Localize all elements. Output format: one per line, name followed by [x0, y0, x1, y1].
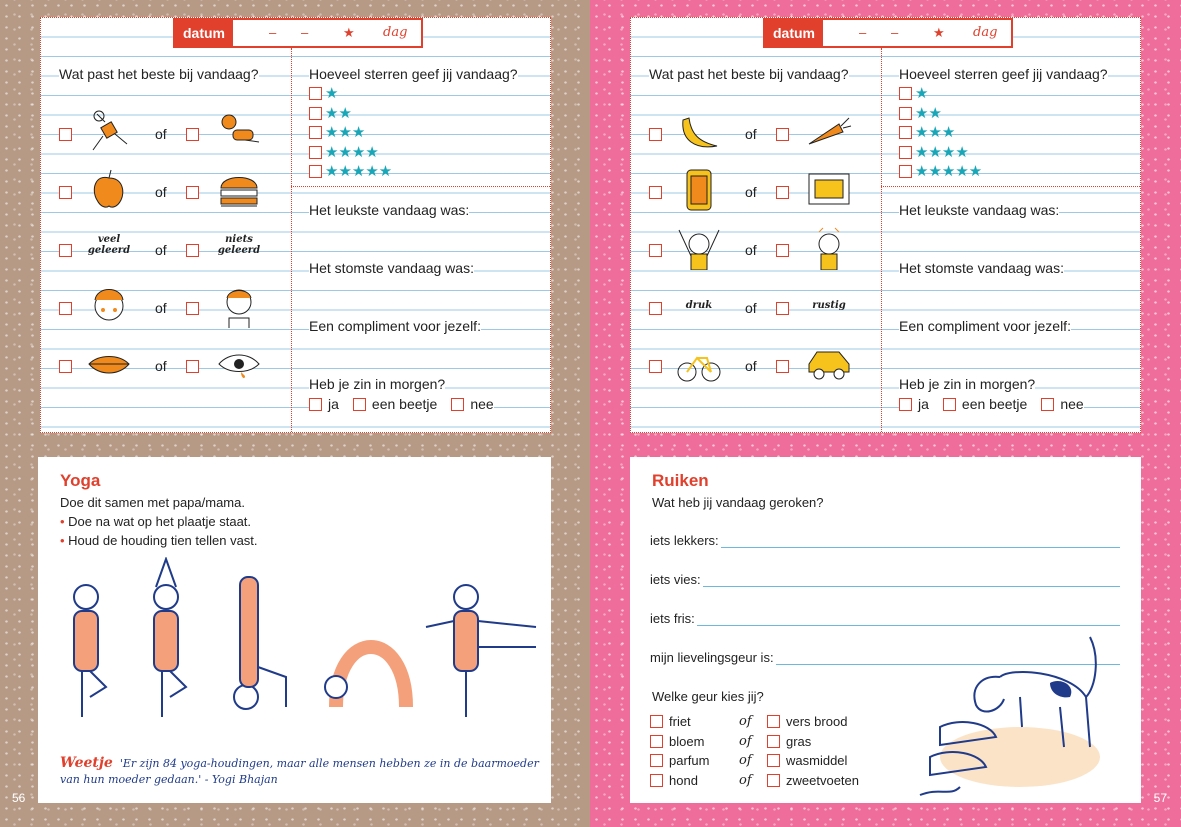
question-dumb: Het stomste vandaag was:: [309, 260, 474, 276]
star-option[interactable]: [309, 143, 392, 163]
calm-face-icon: [215, 284, 263, 328]
checkbox[interactable]: [186, 186, 199, 199]
yoga-bullet-2: • Houd de houding tien tellen vast.: [60, 533, 258, 548]
checkbox-bit[interactable]: [943, 398, 956, 411]
checkbox[interactable]: [186, 128, 199, 141]
question-dumb: Het stomste vandaag was:: [899, 260, 1064, 276]
field-nasty[interactable]: iets vies:: [650, 572, 1120, 587]
phone-icon: [675, 168, 723, 212]
choice-row: [59, 168, 279, 212]
star-option[interactable]: [899, 143, 982, 163]
cartwheel-kid-icon: [85, 110, 133, 154]
diary-panel: [40, 17, 551, 433]
carrot-icon: [805, 110, 853, 154]
question-stars: Hoeveel sterren geef jij vandaag?: [899, 66, 1108, 82]
or-label: of: [745, 300, 757, 316]
checkbox[interactable]: [59, 360, 72, 373]
or-label: of: [155, 184, 167, 200]
or-label: of: [745, 184, 757, 200]
apple-icon: [85, 168, 133, 212]
question-smell: Welke geur kies jij?: [652, 689, 764, 704]
text-choice-b: niets geleerd: [217, 234, 261, 256]
checkbox-yes[interactable]: [899, 398, 912, 411]
date-star-icon: ★: [933, 25, 945, 40]
text-choice-a: veel geleerd: [87, 234, 131, 256]
ruiken-card: [630, 457, 1141, 803]
date-star-icon: ★: [343, 25, 355, 40]
page-56: [0, 0, 590, 827]
choice-row: [649, 226, 869, 270]
star-icon: ★★★★★: [915, 163, 983, 181]
column-divider: [291, 48, 292, 432]
choice-row: [59, 110, 279, 154]
checkbox[interactable]: [59, 302, 72, 315]
checkbox[interactable]: [899, 87, 912, 100]
checkbox[interactable]: [309, 126, 322, 139]
question-compliment: Een compliment voor jezelf:: [899, 318, 1071, 334]
checkbox[interactable]: [899, 165, 912, 178]
date-label: datum: [765, 20, 823, 46]
option-no: nee: [1060, 396, 1084, 412]
car-icon: [805, 342, 853, 386]
star-rating: [899, 84, 982, 182]
diary-panel: [630, 17, 1141, 433]
field-tasty[interactable]: iets lekkers:: [650, 533, 1120, 548]
checkbox[interactable]: [309, 107, 322, 120]
page-number: 56: [12, 791, 26, 805]
date-sep: –: [891, 25, 899, 40]
or-label: of: [155, 126, 167, 142]
star-option[interactable]: [309, 123, 392, 143]
option-yes: ja: [918, 396, 929, 412]
checkbox-no[interactable]: [1041, 398, 1054, 411]
star-option[interactable]: [899, 104, 982, 124]
date-sep: –: [269, 25, 277, 40]
smell-row: parfum of wasmiddel: [650, 751, 859, 771]
star-option[interactable]: [309, 162, 392, 182]
checkbox[interactable]: [776, 360, 789, 373]
checkbox[interactable]: [776, 186, 789, 199]
or-label: of: [155, 358, 167, 374]
bicycle-icon: [675, 342, 723, 386]
choice-row: [59, 226, 279, 270]
smell-row: bloem of gras: [650, 732, 859, 752]
dog-and-shoes-illustration: [900, 627, 1130, 797]
question-fun: Het leukste vandaag was:: [899, 202, 1060, 218]
choice-row: [649, 110, 869, 154]
option-bit: een beetje: [961, 396, 1028, 412]
question-best: Wat past het beste bij vandaag?: [59, 66, 259, 82]
smell-row: friet of vers brood: [650, 712, 859, 732]
question-compliment: Een compliment voor jezelf:: [309, 318, 481, 334]
messy-hair-face-icon: [85, 284, 133, 328]
question-best: Wat past het beste bij vandaag?: [649, 66, 849, 82]
crying-eye-icon: [215, 342, 263, 386]
checkbox[interactable]: [309, 146, 322, 159]
field-favourite[interactable]: mijn lievelingsgeur is:: [650, 650, 1120, 665]
option-no: nee: [470, 396, 494, 412]
star-icon: ★: [325, 85, 339, 103]
star-option[interactable]: [899, 84, 982, 104]
page-number: 57: [1153, 791, 1167, 805]
star-rating: [309, 84, 392, 182]
weetje-label: Weetje: [60, 755, 113, 771]
date-bar: [763, 18, 1013, 48]
page-57: [590, 0, 1181, 827]
checkbox[interactable]: [59, 128, 72, 141]
angry-kid-icon: [805, 226, 853, 270]
or-label: of: [745, 358, 757, 374]
smell-choices: [650, 712, 859, 790]
ruiken-intro: Wat heb jij vandaag geroken?: [652, 495, 824, 510]
choice-row: [649, 342, 869, 386]
or-label: of: [745, 242, 757, 258]
section-divider: [291, 186, 550, 187]
banana-icon: [675, 110, 723, 154]
checkbox[interactable]: [649, 186, 662, 199]
or-label: of: [155, 242, 167, 258]
checkbox[interactable]: [767, 774, 780, 787]
checkbox[interactable]: [776, 128, 789, 141]
tomorrow-options: [309, 396, 494, 412]
lying-kid-icon: [215, 110, 263, 154]
yoga-poses-illustration: [46, 557, 546, 727]
checkbox[interactable]: [59, 186, 72, 199]
star-icon: ★★: [325, 104, 352, 122]
choice-row: [59, 284, 279, 328]
star-icon: ★★: [915, 104, 942, 122]
date-fields[interactable]: [233, 20, 421, 46]
weetje-text: 'Er zijn 84 yoga-houdingen, maar alle mensen hebben ze in de baarmoeder van hun moeder gedaan.' - Yogi Bhajan: [60, 757, 539, 786]
star-icon: ★★★★★: [325, 163, 393, 181]
yoga-bullet-1: • Doe na wat op het plaatje staat.: [60, 514, 252, 529]
star-option[interactable]: [309, 84, 392, 104]
yoga-title: Yoga: [60, 471, 101, 490]
date-day: dag: [973, 25, 998, 40]
write-line[interactable]: [721, 534, 1120, 548]
date-fields[interactable]: [823, 20, 1011, 46]
date-day: dag: [383, 25, 408, 40]
yoga-intro: Doe dit samen met papa/mama.: [60, 495, 245, 510]
question-tomorrow: Heb je zin in morgen?: [309, 376, 446, 392]
checkbox[interactable]: [899, 107, 912, 120]
checkbox[interactable]: [776, 244, 789, 257]
field-fresh[interactable]: iets fris:: [650, 611, 1120, 626]
star-icon: ★★★★: [915, 143, 969, 161]
checkbox[interactable]: [899, 126, 912, 139]
checkbox[interactable]: [649, 128, 662, 141]
option-bit: een beetje: [371, 396, 438, 412]
checkbox[interactable]: [309, 165, 322, 178]
lips-icon: [85, 342, 133, 386]
star-option[interactable]: [899, 123, 982, 143]
write-line[interactable]: [697, 612, 1120, 626]
text-choice-a: druk: [685, 300, 713, 311]
checkbox[interactable]: [649, 360, 662, 373]
checkbox[interactable]: [767, 754, 780, 767]
checkbox-yes[interactable]: [309, 398, 322, 411]
or-label: of: [155, 300, 167, 316]
column-divider: [881, 48, 882, 432]
date-label: datum: [175, 20, 233, 46]
question-stars: Hoeveel sterren geef jij vandaag?: [309, 66, 518, 82]
ruiken-title: Ruiken: [652, 471, 709, 490]
option-yes: ja: [328, 396, 339, 412]
star-icon: ★★★: [915, 124, 956, 142]
choice-row: [649, 284, 869, 328]
checkbox-no[interactable]: [451, 398, 464, 411]
checkbox[interactable]: [767, 735, 780, 748]
checkbox-bit[interactable]: [353, 398, 366, 411]
question-tomorrow: Heb je zin in morgen?: [899, 376, 1036, 392]
write-line[interactable]: [703, 573, 1120, 587]
happy-kid-icon: [675, 226, 723, 270]
weetje-fact: [60, 755, 540, 788]
text-choice-b: rustig: [812, 300, 846, 311]
checkbox[interactable]: [776, 302, 789, 315]
choice-row: [649, 168, 869, 212]
checkbox[interactable]: [649, 302, 662, 315]
date-sep: –: [859, 25, 867, 40]
checkbox[interactable]: [650, 774, 663, 787]
burger-icon: [215, 168, 263, 212]
star-option[interactable]: [899, 162, 982, 182]
tomorrow-options: [899, 396, 1084, 412]
checkbox[interactable]: [649, 244, 662, 257]
checkbox[interactable]: [186, 302, 199, 315]
checkbox[interactable]: [59, 244, 72, 257]
checkbox[interactable]: [899, 146, 912, 159]
or-label: of: [745, 126, 757, 142]
smell-row: hond of zweetvoeten: [650, 771, 859, 791]
section-divider: [881, 186, 1140, 187]
checkbox[interactable]: [309, 87, 322, 100]
star-icon: ★★★★: [325, 143, 379, 161]
star-option[interactable]: [309, 104, 392, 124]
yoga-card: [38, 457, 551, 803]
checkbox[interactable]: [650, 715, 663, 728]
star-icon: ★★★: [325, 124, 366, 142]
choice-row: [59, 342, 279, 386]
checkbox[interactable]: [186, 360, 199, 373]
date-sep: –: [301, 25, 309, 40]
star-icon: ★: [915, 85, 929, 103]
checkbox[interactable]: [767, 715, 780, 728]
checkbox[interactable]: [186, 244, 199, 257]
date-bar: [173, 18, 423, 48]
checkbox[interactable]: [650, 754, 663, 767]
checkbox[interactable]: [650, 735, 663, 748]
question-fun: Het leukste vandaag was:: [309, 202, 470, 218]
tv-icon: [805, 168, 853, 212]
